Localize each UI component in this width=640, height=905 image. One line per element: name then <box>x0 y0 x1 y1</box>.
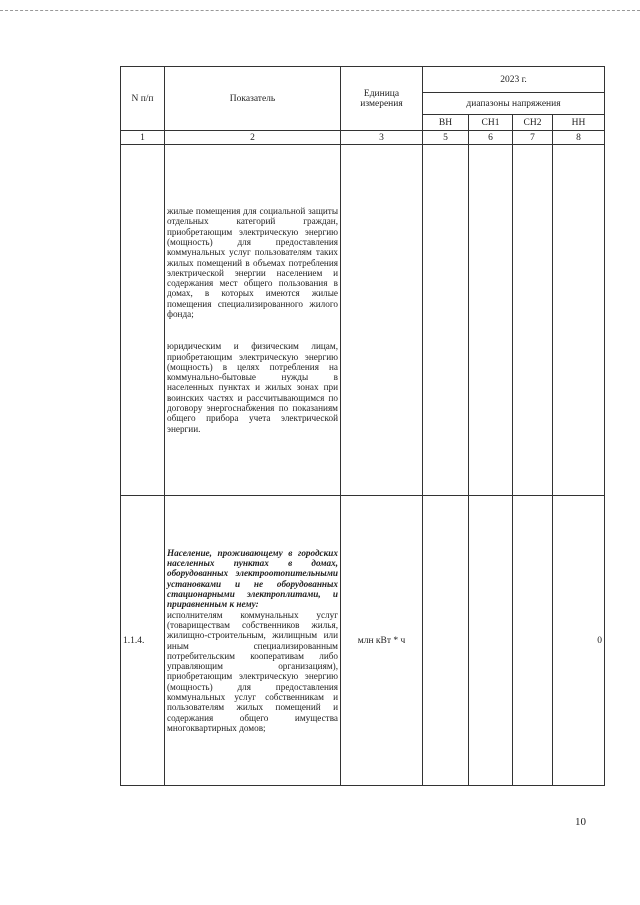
header-year: 2023 г. <box>423 67 605 93</box>
column-number: 2 <box>165 131 341 145</box>
category-heading: Население, проживающему в городских населенных пунктах в домах, оборудованных электроотопительными установками и не оборудованных стационарными электроплитами, и приравненным к нему: <box>167 547 338 610</box>
header-indicator: Показатель <box>165 67 341 131</box>
header-level-vn: ВН <box>423 115 469 131</box>
indicator-paragraph: исполнителям коммунальных услуг (товариществам собственников жилья, жилищно-строительным, жилищным или иным специализированным потребительским кооперативам либо управляющим организациям), приобретающим электрическую энергию (мощность) для предоставления коммунальных услуг собственникам и пользователям жилых помещений и содержания общего имущества многоквартирных домов; <box>167 609 338 733</box>
value-cell-nn: 0 <box>553 496 605 786</box>
top-dashed-rule <box>0 10 640 11</box>
column-number: 7 <box>513 131 553 145</box>
indicator-paragraph: жилые помещения для социальной защиты отдельных категорий граждан, приобретающим электрическую энергию (мощность) для предоставления коммунальных услуг пользователям таких жилых помещений в объемах потребления электрической энергии населением и содержания мест общего пользования в домах, в которых имеются жилые помещения специализированного жилого фонда; <box>167 206 338 319</box>
row-number-cell <box>121 145 165 496</box>
column-number: 5 <box>423 131 469 145</box>
value-cell-vn <box>423 496 469 786</box>
page-number: 10 <box>575 816 586 828</box>
header-level-sn1: СН1 <box>469 115 513 131</box>
unit-value: млн кВт * ч <box>341 496 423 786</box>
header-unit: Единица измерения <box>341 67 423 131</box>
indicator-paragraph: юридическим и физическим лицам, приобретающим электрическую энергию (мощность) в целях потребления на коммунально-бытовые нужды в населенных пунктах и жилых зонах при воинских частях и рассчитывающимся по договору энергоснабжения по показаниям общего прибора учета электрической энергии. <box>167 341 338 434</box>
column-number-row <box>121 131 605 145</box>
header-voltage-ranges: диапазоны напряжения <box>423 93 605 115</box>
header-number: N п/п <box>121 67 165 131</box>
value-cell-vn <box>423 145 469 496</box>
table-row <box>121 145 605 496</box>
value-cell-sn1 <box>469 145 513 496</box>
value-cell-nn <box>553 145 605 496</box>
row-number: 1.1.4. <box>121 496 165 786</box>
column-number: 6 <box>469 131 513 145</box>
unit-cell <box>341 145 423 496</box>
tariff-table <box>120 66 605 786</box>
column-number: 1 <box>121 131 165 145</box>
table-row <box>121 496 605 786</box>
column-number: 8 <box>553 131 605 145</box>
value-cell-sn2 <box>513 496 553 786</box>
header-level-sn2: СН2 <box>513 115 553 131</box>
indicator-cell <box>165 145 341 496</box>
value-cell-sn1 <box>469 496 513 786</box>
column-number: 3 <box>341 131 423 145</box>
value-cell-sn2 <box>513 145 553 496</box>
header-level-nn: НН <box>553 115 605 131</box>
indicator-cell <box>165 496 341 786</box>
